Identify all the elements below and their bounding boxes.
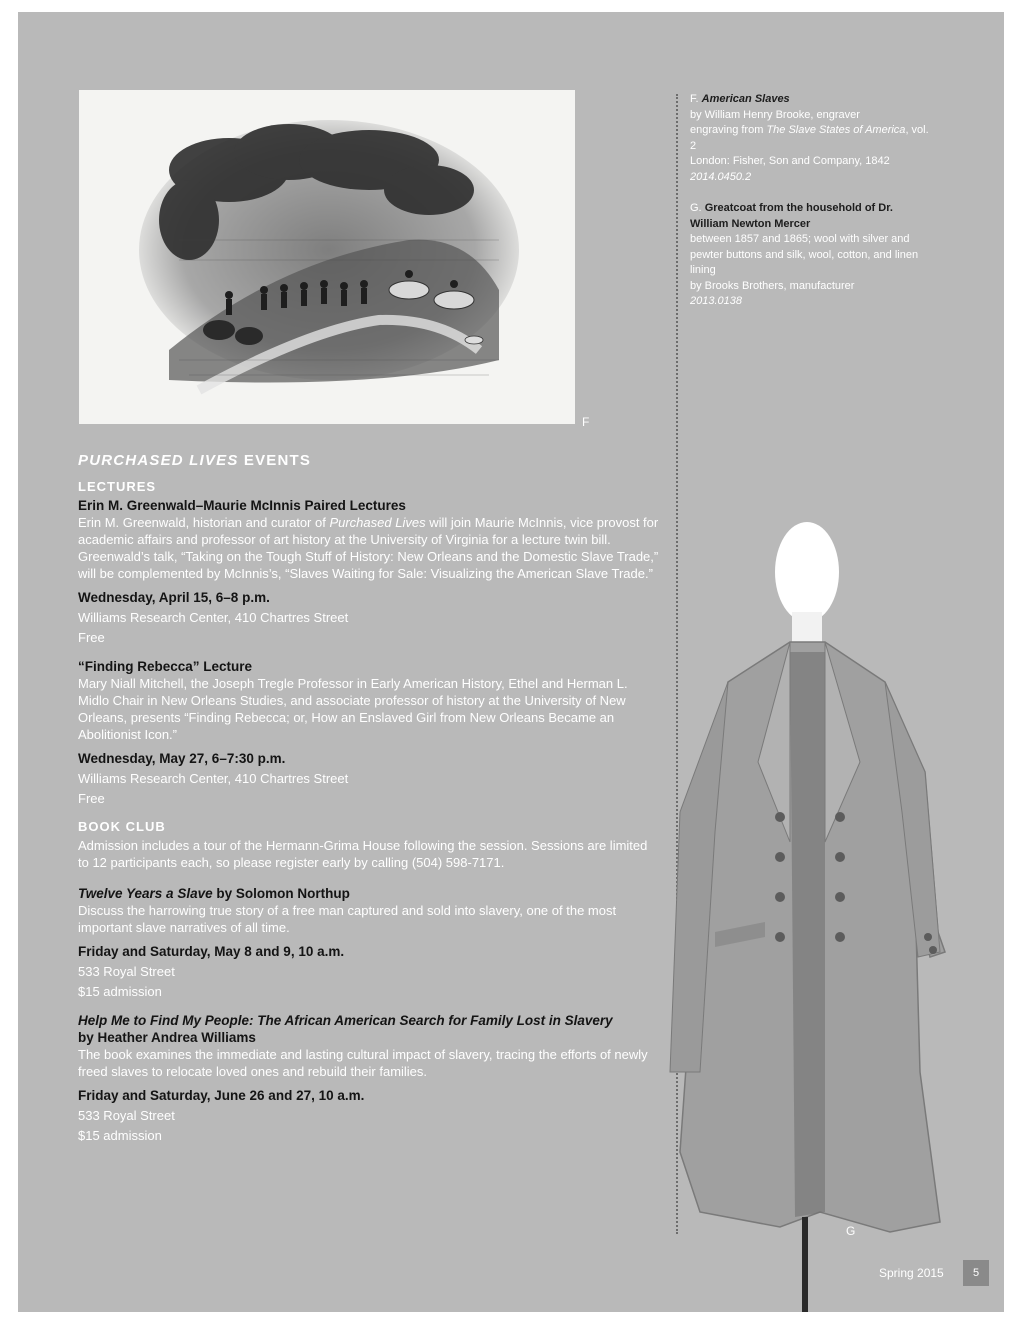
caption-f-title: American Slaves: [701, 93, 790, 105]
figure-letter-f: F: [582, 415, 590, 429]
events-section: [78, 452, 660, 1156]
lecture-description: Mary Niall Mitchell, the Joseph Tregle Professor in Early American History, Ethel and Herman L. Midlo Chair in New Orleans Studies, and associate professor of history at the University of New Orleans, presents “Finding Rebecca; or, How an Enslaved Girl from New Orleans Became an Abolitionist Icon.”: [78, 676, 628, 742]
lecture-price: Free: [78, 630, 105, 645]
book-price: $15 admission: [78, 1128, 162, 1143]
book-date: Friday and Saturday, May 8 and 9, 10 a.m.: [78, 944, 345, 959]
lectures-heading: LECTURES: [78, 479, 157, 494]
book-title: Twelve Years a Slave by Solomon Northup: [78, 886, 350, 901]
book-club-intro: Admission includes a tour of the Hermann-Grima House following the session. Sessions are limited to 12 participants each, so please register early by calling (504) 598-7171.: [78, 838, 648, 870]
caption-g-label: G.: [690, 202, 702, 214]
book-date: Friday and Saturday, June 26 and 27, 10 a.m.: [78, 1088, 365, 1103]
greatcoat-photo: [640, 512, 970, 1312]
magazine-page: [18, 12, 1004, 1312]
caption-f-line1: by William Henry Brooke, engraver: [690, 108, 860, 121]
lecture-title: Erin M. Greenwald–Maurie McInnis Paired Lectures: [78, 498, 406, 513]
caption-g-title: Greatcoat from the household of Dr. William Newton Mercer: [690, 202, 893, 230]
lecture-title: “Finding Rebecca” Lecture: [78, 659, 253, 674]
figure-letter-g: G: [846, 1224, 856, 1238]
caption-g-accession: 2013.0138: [690, 295, 742, 307]
book-description: The book examines the immediate and lasting cultural impact of slavery, tracing the efforts of newly freed slaves to relocate loved ones and rebuild their families.: [78, 1047, 648, 1079]
page-number: 5: [963, 1260, 989, 1286]
lecture-date: Wednesday, May 27, 6–7:30 p.m.: [78, 751, 286, 766]
engraving-american-slaves: [79, 90, 575, 424]
book-club-heading: BOOK CLUB: [78, 819, 166, 834]
greatcoat-illustration: [640, 512, 970, 1312]
caption-f-line3: London: Fisher, Son and Company, 1842: [690, 155, 890, 167]
caption-f-label: F.: [690, 93, 699, 105]
engraving-illustration: [79, 90, 575, 424]
lecture-location: Williams Research Center, 410 Chartres Street: [78, 610, 349, 625]
lecture-description: Erin M. Greenwald, historian and curator of Purchased Lives will join Maurie McInnis, vice provost for academic affairs and professor of art history at the University of Virginia for a lecture twin bill. Greenwald’s talk, “Taking on the Tough Stuff of History: New Orleans and the Domestic Slave Trade,” will be complemented by McInnis’s, “Slaves Waiting for Sale: Visualizing the American Slave Trade.”: [78, 515, 659, 581]
caption-g: [690, 201, 930, 310]
book-title: Help Me to Find My People: The African American Search for Family Lost in Slavery by Heather Andrea Williams: [78, 1013, 613, 1045]
lecture-item: [78, 658, 660, 809]
caption-g-line2: by Brooks Brothers, manufacturer: [690, 279, 855, 292]
book-location: 533 Royal Street: [78, 1108, 175, 1123]
book-description: Discuss the harrowing true story of a free man captured and sold into slavery, one of the most important slave narratives of all time.: [78, 903, 617, 935]
book-location: 533 Royal Street: [78, 964, 175, 979]
issue-season: Spring 2015: [879, 1266, 944, 1280]
events-heading: PURCHASED LIVES EVENTS: [78, 452, 312, 469]
caption-g-line1: between 1857 and 1865; wool with silver and pewter buttons and silk, wool, cotton, and linen lining: [690, 233, 919, 276]
lecture-date: Wednesday, April 15, 6–8 p.m.: [78, 590, 270, 605]
lecture-price: Free: [78, 791, 105, 806]
caption-f-accession: 2014.0450.2: [690, 170, 752, 183]
book-price: $15 admission: [78, 984, 162, 999]
book-item: [78, 1012, 660, 1146]
captions: [690, 92, 930, 326]
lecture-location: Williams Research Center, 410 Chartres Street: [78, 771, 349, 786]
caption-f-line2: engraving from The Slave States of America, vol. 2: [690, 124, 929, 152]
caption-f: [690, 92, 930, 185]
lecture-item: [78, 497, 660, 648]
book-item: [78, 885, 660, 1002]
